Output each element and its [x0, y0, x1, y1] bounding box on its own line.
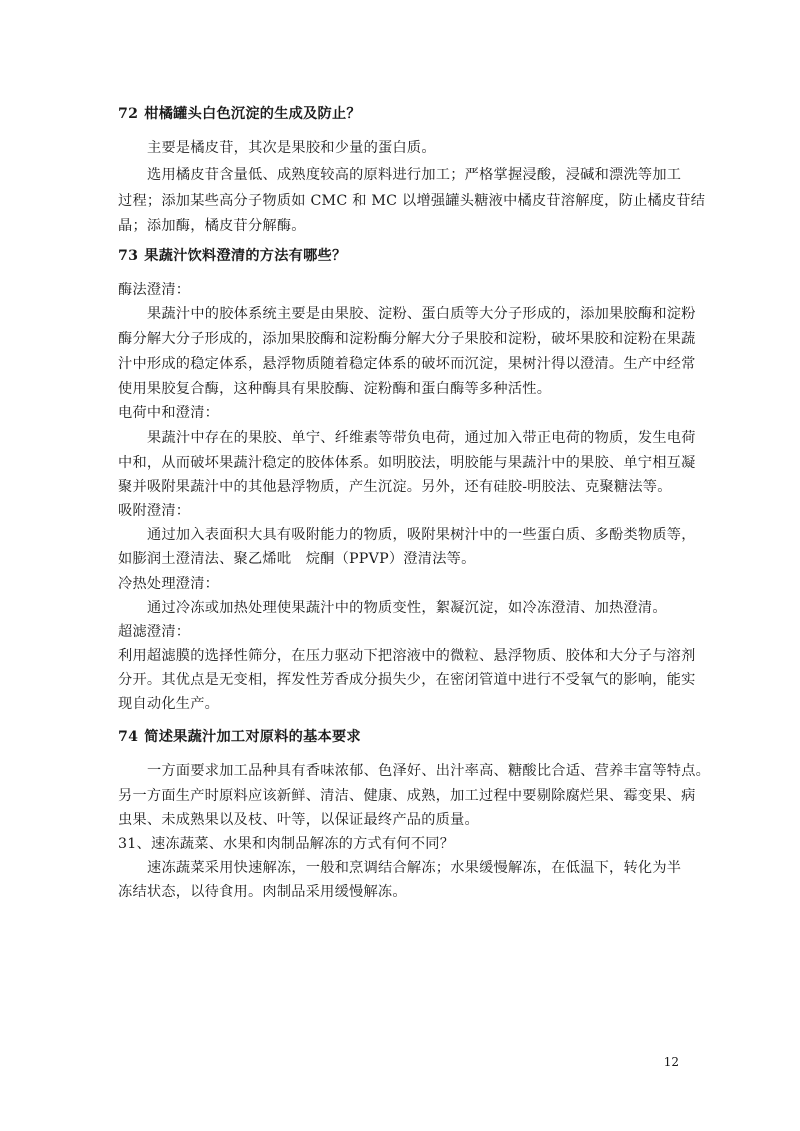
ultrafiltration-paragraph-line: 利用超滤膜的选择性筛分，在压力驱动下把溶液中的微粒、悬浮物质、胶体和大分子与溶剂 — [118, 648, 696, 664]
enzyme-paragraph-line: 使用果胶复合酶，这种酶具有果胶酶、淀粉酶和蛋白酶等多种活性。 — [118, 381, 552, 397]
adsorption-clarification-label: 吸附澄清： — [118, 503, 191, 519]
q74-paragraph-line: 另一方面生产时原料应该新鲜、清洁、健康、成熟，加工过程中要剔除腐烂果、霉变果、病 — [118, 788, 696, 804]
q72-paragraph-line: 过程；添加某些高分子物质如 CMC 和 MC 以增强罐头糖液中橘皮苷溶解度，防止橘皮苷结 — [118, 193, 706, 209]
q72-answer-line: 主要是橘皮苷，其次是果胶和少量的蛋白质。 — [147, 140, 436, 156]
enzyme-paragraph-line: 汁中形成的稳定体系，悬浮物质随着稳定体系的破坏而沉淀，果树汁得以澄清。生产中经常 — [118, 356, 696, 372]
q74-heading — [118, 727, 361, 747]
ultrafiltration-clarification-label: 超滤澄清： — [118, 624, 191, 640]
enzyme-paragraph-line: 果蔬汁中的胶体系统主要是由果胶、淀粉、蛋白质等大分子形成的，添加果胶酶和淀粉 — [147, 306, 696, 322]
adsorption-paragraph-line: 通过加入表面积大具有吸附能力的物质，吸附果树汁中的一些蛋白质、多酚类物质等， — [147, 527, 696, 543]
q74-title: 简述果蔬汁加工对原料的基本要求 — [144, 729, 361, 745]
ultrafiltration-paragraph-line: 分开。其优点是无变相，挥发性芳香成分损失少，在密闭管道中进行不受氧气的影响，能实 — [118, 672, 696, 688]
enzyme-paragraph-line: 酶分解大分子形成的，添加果胶酶和淀粉酶分解大分子果胶和淀粉，破坏果胶和淀粉在果蔬 — [118, 331, 696, 347]
ultrafiltration-paragraph-line: 现自动化生产。 — [118, 696, 220, 712]
q74-number: 74 — [118, 729, 139, 745]
q73-heading — [118, 246, 346, 266]
enzyme-clarification-label: 酶法澄清： — [118, 282, 191, 298]
q72-heading — [118, 104, 361, 124]
q72-paragraph-line: 选用橘皮苷含量低、成熟度较高的原料进行加工；严格掌握浸酸，浸碱和漂洗等加工 — [147, 167, 682, 183]
charge-paragraph-line: 中和，从而破坏果蔬汁稳定的胶体体系。如明胶法，明胶能与果蔬汁中的果胶、单宁相互凝 — [118, 455, 696, 471]
q74-paragraph-line: 虫果、未成熟果以及枝、叶等，以保证最终产品的质量。 — [118, 812, 479, 828]
q74-paragraph-line: 一方面要求加工品种具有香味浓郁、色泽好、出汁率高、糖酸比合适、营养丰富等特点。 — [147, 763, 711, 779]
page-number: 12 — [663, 1055, 679, 1069]
q72-paragraph-line: 晶；添加酶，橘皮苷分解酶。 — [118, 218, 306, 234]
q72-number: 72 — [118, 106, 139, 122]
charge-paragraph-line: 果蔬汁中存在的果胶、单宁、纤维素等带负电荷，通过加入带正电荷的物质，发生电荷 — [147, 430, 696, 446]
adsorption-paragraph-line: 如膨润土澄清法、聚乙烯吡 烷酮（PPVP）澄清法等。 — [118, 551, 476, 567]
q31-heading: 31、速冻蔬菜、水果和肉制品解冻的方式有何不同？ — [118, 836, 455, 852]
q73-title: 果蔬汁饮料澄清的方法有哪些？ — [144, 248, 347, 264]
thermal-paragraph-line: 通过冷冻或加热处理使果蔬汁中的物质变性，絮凝沉淀，如冷冻澄清、加热澄清。 — [147, 600, 667, 616]
q73-number: 73 — [118, 248, 139, 264]
q31-paragraph-line: 冻结状态，以待食用。肉制品采用缓慢解冻。 — [118, 884, 407, 900]
q31-paragraph-line: 速冻蔬菜采用快速解冻，一般和烹调结合解冻；水果缓慢解冻，在低温下，转化为半 — [147, 860, 682, 876]
charge-clarification-label: 电荷中和澄清： — [118, 405, 220, 421]
q72-title: 柑橘罐头白色沉淀的生成及防止？ — [144, 106, 361, 122]
charge-paragraph-line: 聚并吸附果蔬汁中的其他悬浮物质，产生沉淀。另外，还有硅胶-明胶法、克聚糖法等。 — [118, 479, 672, 495]
thermal-clarification-label: 冷热处理澄清： — [118, 576, 220, 592]
